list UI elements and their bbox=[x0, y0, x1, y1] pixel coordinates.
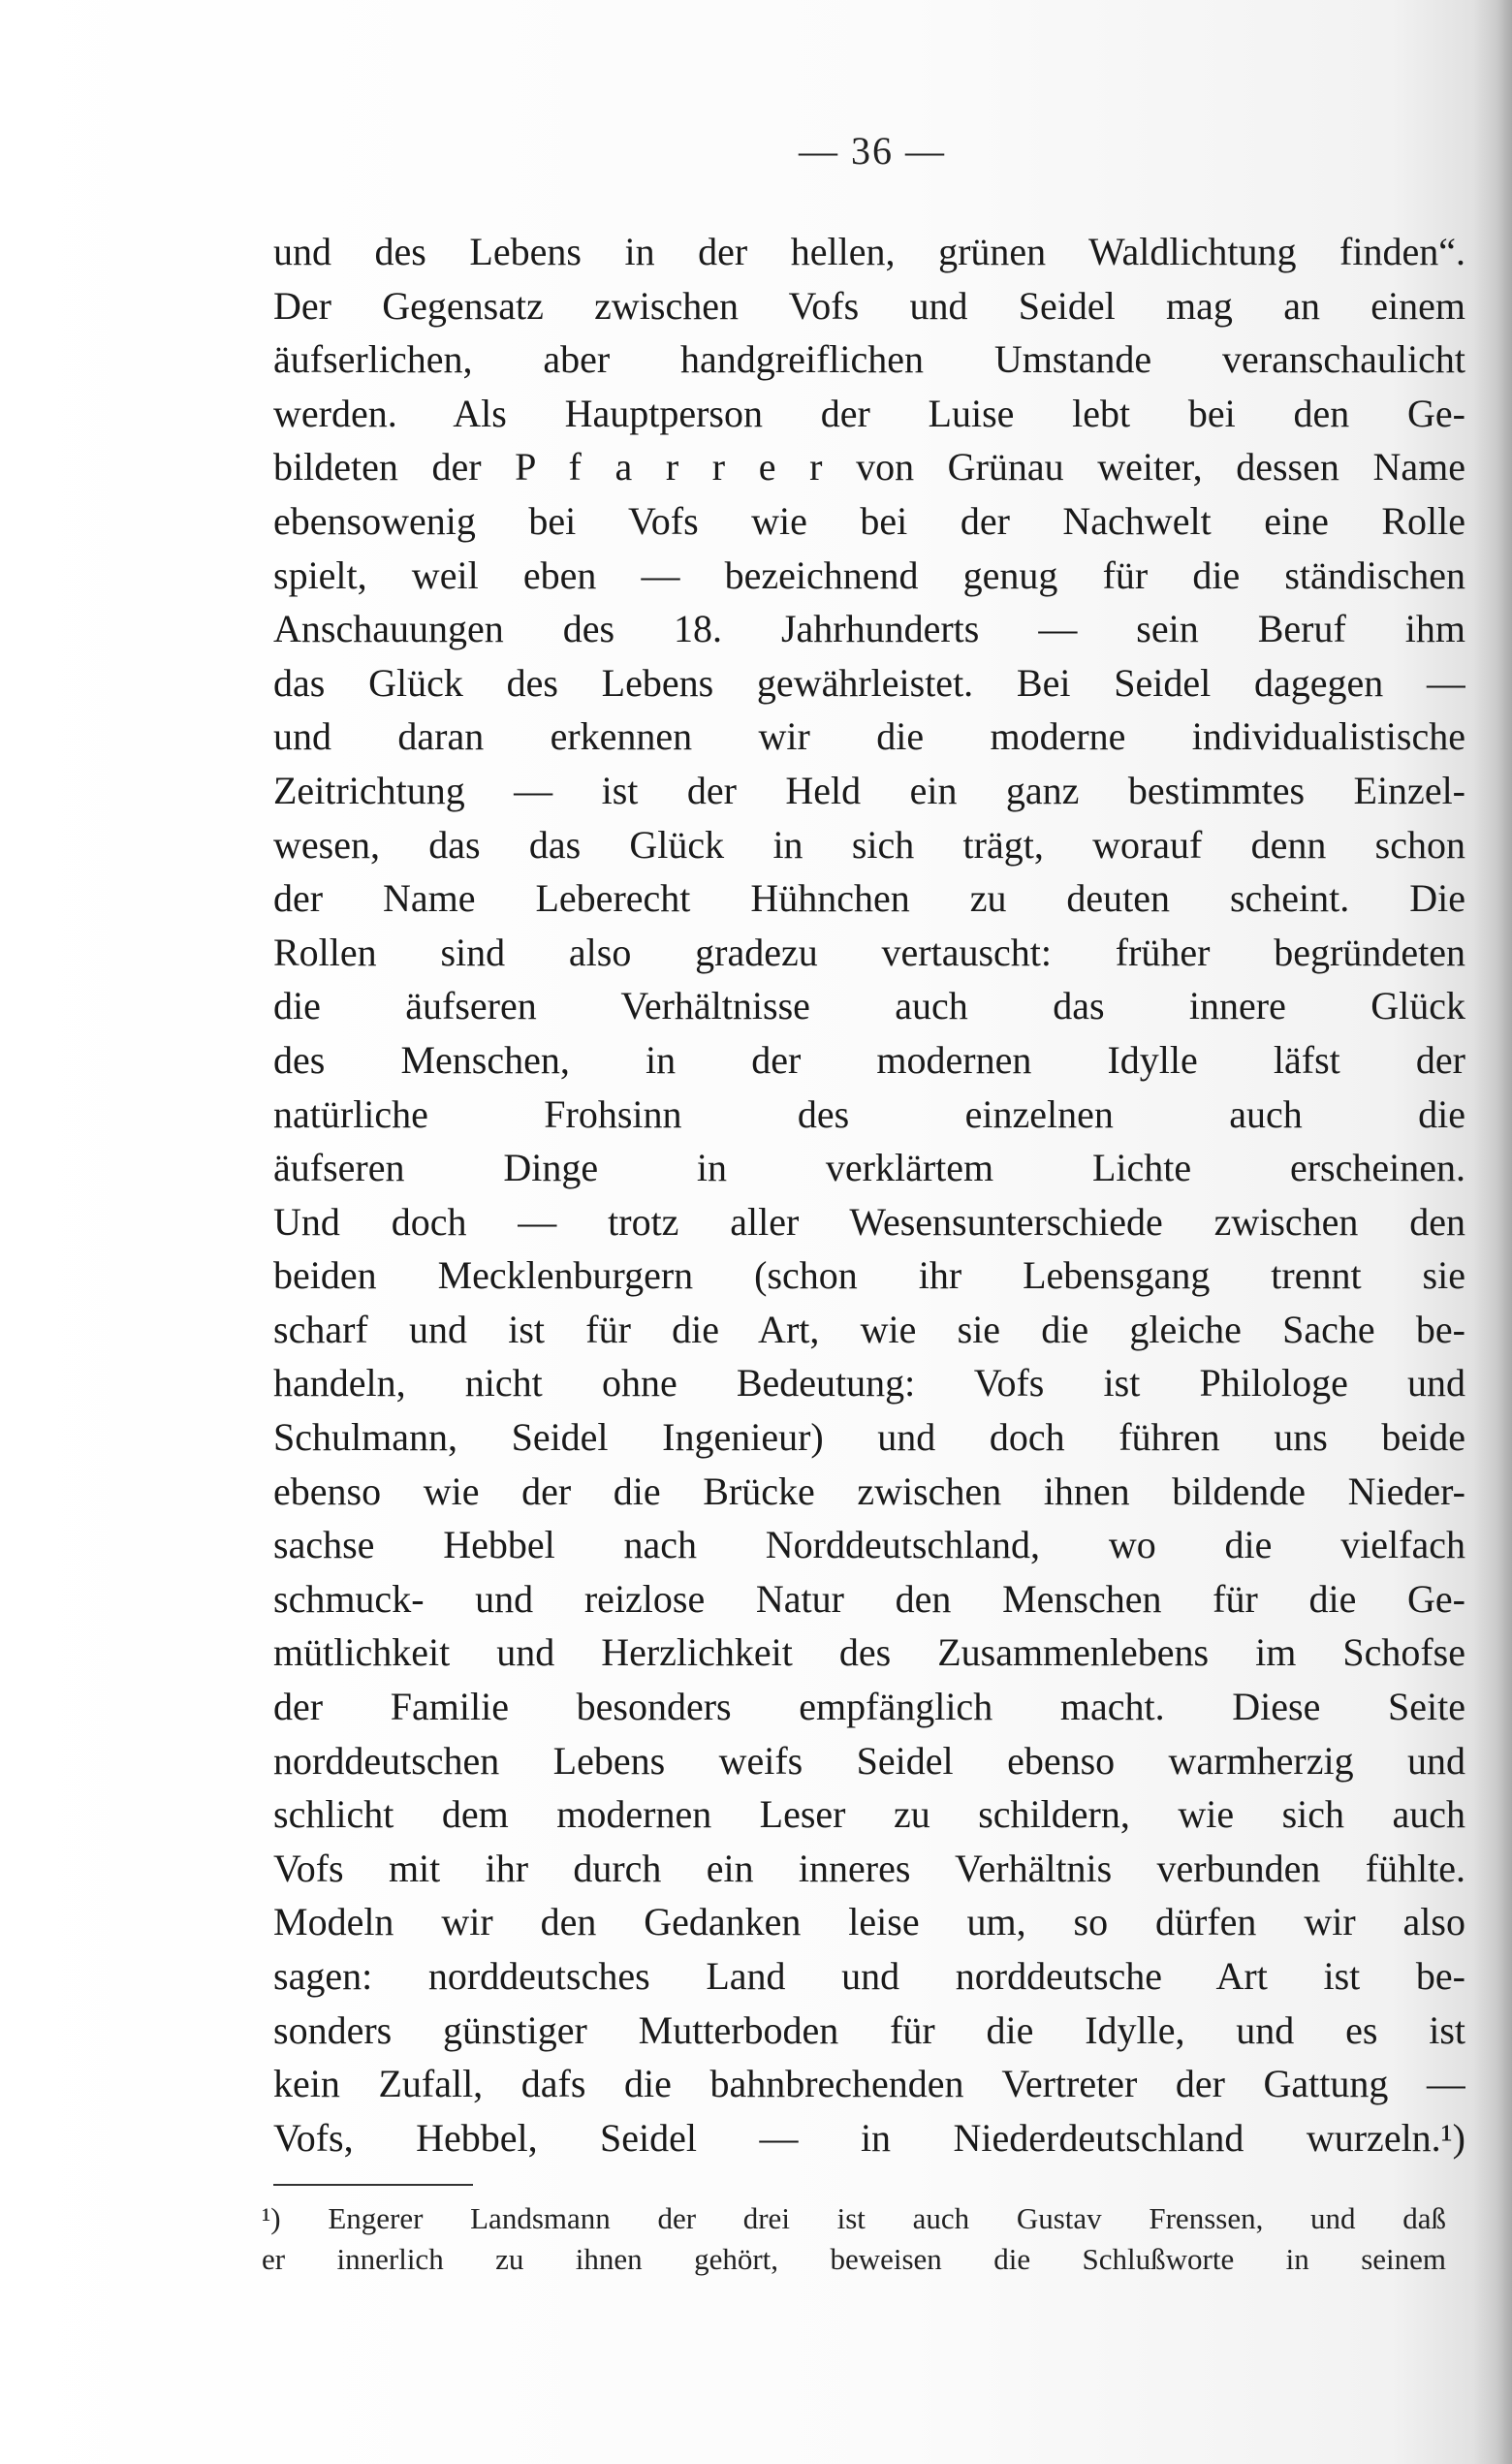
text-line: des Menschen, in der modernen Idylle läfst der bbox=[273, 1037, 1465, 1082]
text-line: Modeln wir den Gedanken leise um, so dürfen wir also bbox=[273, 1900, 1465, 1944]
text-line: und daran erkennen wir die moderne individualistische bbox=[273, 714, 1465, 759]
text-line: sonders günstiger Mutterboden für die Idylle, und es ist bbox=[273, 2007, 1465, 2052]
footnote-line: ¹) Engerer Landsmann der drei ist auch Gustav Frenssen, und daß bbox=[262, 2201, 1446, 2235]
body-text bbox=[273, 225, 1465, 2164]
text-line: ebenso wie der die Brücke zwischen ihnen bildende Nieder- bbox=[273, 1469, 1465, 1513]
text-line: das Glück des Lebens gewährleistet. Bei Seidel dagegen — bbox=[273, 660, 1465, 705]
footnote-divider bbox=[273, 2184, 473, 2186]
text-line: schmuck- und reizlose Natur den Menschen für die Ge- bbox=[273, 1576, 1465, 1621]
text-line: Rollen sind also gradezu vertauscht: früher begründeten bbox=[273, 930, 1465, 974]
text-line: und des Lebens in der hellen, grünen Waldlichtung finden“. bbox=[273, 230, 1465, 273]
text-line: ebensowenig bei Vofs wie bei der Nachwelt eine Rolle bbox=[273, 498, 1465, 543]
text-line: äufserlichen, aber handgreiflichen Umstande veranschaulicht bbox=[273, 337, 1465, 382]
text-line: natürliche Frohsinn des einzelnen auch die bbox=[273, 1091, 1465, 1136]
text-line: wesen, das das Glück in sich trägt, worauf denn schon bbox=[273, 822, 1465, 867]
page-number: — 36 — bbox=[799, 129, 946, 173]
text-line: norddeutschen Lebens weifs Seidel ebenso warmherzig und bbox=[273, 1738, 1465, 1783]
text-line: der Familie besonders empfänglich macht. Diese Seite bbox=[273, 1685, 1465, 1729]
text-line: sachse Hebbel nach Norddeutschland, wo die vielfach bbox=[273, 1523, 1465, 1567]
footnotes bbox=[262, 2198, 1446, 2280]
text-line: beiden Mecklenburgern (schon ihr Lebensgang trennt sie bbox=[273, 1253, 1465, 1298]
text-line: kein Zufall, dafs die bahnbrechenden Vertreter der Gattung — bbox=[273, 2062, 1465, 2106]
page-edge-shadow bbox=[1473, 0, 1512, 2464]
text-line: bildeten der P f a r r e r von Grünau weiter, dessen Name bbox=[273, 445, 1465, 490]
text-line: Der Gegensatz zwischen Vofs und Seidel mag an einem bbox=[273, 283, 1465, 328]
footnote-line: er innerlich zu ihnen gehört, beweisen die Schlußworte in seinem bbox=[262, 2242, 1446, 2276]
text-line: Und doch — trotz aller Wesensunterschiede zwischen den bbox=[273, 1199, 1465, 1244]
text-line: Anschauungen des 18. Jahrhunderts — sein Beruf ihm bbox=[273, 607, 1465, 651]
text-line: werden. Als Hauptperson der Luise lebt bei den Ge- bbox=[273, 391, 1465, 435]
text-line: handeln, nicht ohne Bedeutung: Vofs ist Philologe und bbox=[273, 1361, 1465, 1406]
text-line: mütlichkeit und Herzlichkeit des Zusammenlebens im Schofse bbox=[273, 1630, 1465, 1675]
text-line: Vofs mit ihr durch ein inneres Verhältnis verbunden fühlte. bbox=[273, 1846, 1465, 1890]
text-line: Schulmann, Seidel Ingenieur) und doch führen uns beide bbox=[273, 1415, 1465, 1460]
text-line: spielt, weil eben — bezeichnend genug für die ständischen bbox=[273, 553, 1465, 597]
text-line: Vofs, Hebbel, Seidel — in Niederdeutschland wurzeln.¹) bbox=[273, 2115, 1465, 2160]
text-line: sagen: norddeutsches Land und norddeutsche Art ist be- bbox=[273, 1954, 1465, 1998]
text-line: schlicht dem modernen Leser zu schildern, wie sich auch bbox=[273, 1792, 1465, 1837]
text-line: Zeitrichtung — ist der Held ein ganz bestimmtes Einzel- bbox=[273, 768, 1465, 812]
text-line: äufseren Dinge in verklärtem Lichte erscheinen. bbox=[273, 1146, 1465, 1190]
text-line: der Name Leberecht Hühnchen zu deuten scheint. Die bbox=[273, 876, 1465, 921]
text-line: die äufseren Verhältnisse auch das innere Glück bbox=[273, 984, 1465, 1028]
text-line: scharf und ist für die Art, wie sie die gleiche Sache be- bbox=[273, 1307, 1465, 1351]
